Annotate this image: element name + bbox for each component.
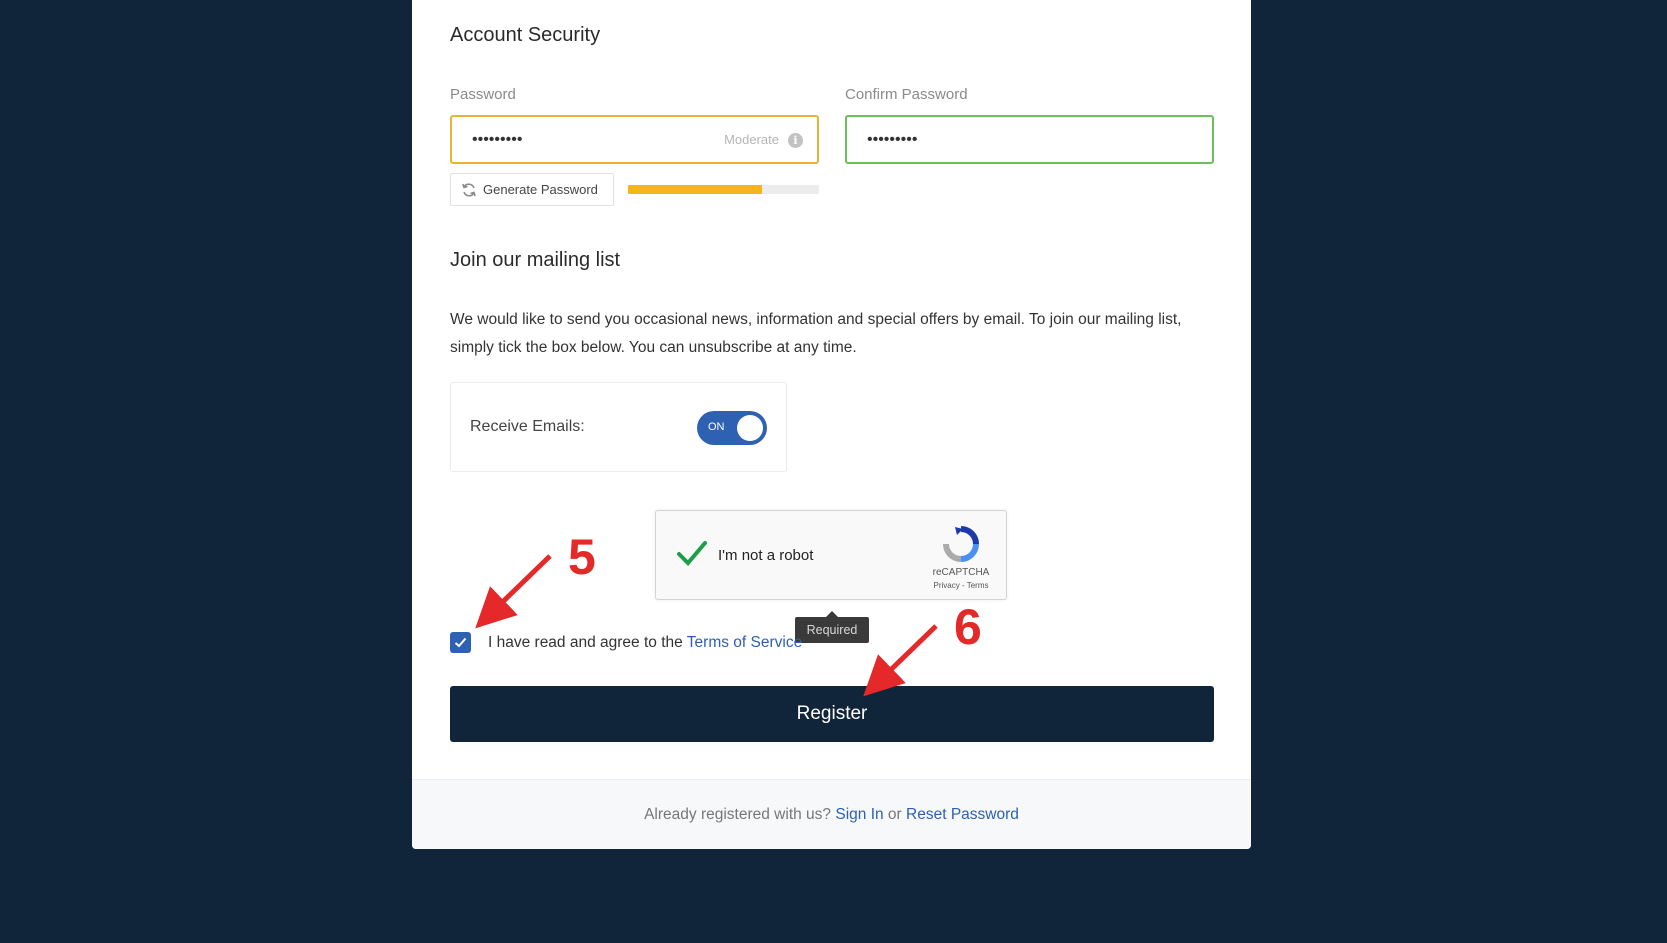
captcha-label: I'm not a robot [718,547,814,564]
annotation-step-6: 6 [954,599,982,655]
register-button[interactable]: Register [450,686,1214,742]
receive-emails-box [450,382,787,472]
confirm-password-value: ••••••••• [867,130,918,148]
recaptcha-brand: reCAPTCHA [932,567,990,578]
footer [412,779,1251,849]
password-label: Password [450,86,516,103]
checkmark-icon [454,637,467,648]
required-tooltip [795,617,869,643]
recaptcha-links[interactable]: Privacy - Terms [933,581,989,590]
terms-prefix: I have read and agree to the [488,633,687,651]
refresh-icon [461,182,477,198]
terms-text [488,634,802,652]
toggle-knob [737,415,763,441]
registration-card [412,0,1251,849]
terms-of-service-link[interactable]: Terms of Service [686,633,803,651]
password-strength-fill [628,185,762,194]
annotation-step-5: 5 [568,529,596,585]
account-security-heading: Account Security [450,24,601,46]
recaptcha-widget[interactable] [655,510,1007,600]
check-icon[interactable] [676,539,708,567]
mailing-description: We would like to send you occasional news, information and special offers by email. To join our mailing list, simply tick the box below. You can unsubscribe at any time. [450,311,1182,356]
password-strength-bar [628,185,819,194]
receive-emails-toggle[interactable] [697,411,767,445]
tooltip-text: Required [806,623,858,637]
mailing-list-heading: Join our mailing list [450,249,621,271]
toggle-state-text: ON [708,421,725,433]
terms-checkbox[interactable] [450,632,471,653]
receive-emails-label: Receive Emails: [470,418,585,435]
terms-row [450,632,802,653]
password-value: ••••••••• [472,130,523,148]
tooltip-arrow [826,611,838,617]
sign-in-link[interactable]: Sign In [835,806,884,823]
generate-password-button[interactable] [450,173,614,206]
confirm-password-label: Confirm Password [845,86,968,103]
footer-or: or [883,806,907,823]
recaptcha-logo-icon [941,525,981,563]
info-icon[interactable]: i [788,133,803,148]
footer-prefix: Already registered with us? [644,806,836,823]
password-input[interactable] [450,115,819,164]
reset-password-link[interactable]: Reset Password [906,806,1019,823]
confirm-password-input[interactable] [845,115,1214,164]
generate-password-label: Generate Password [483,182,598,197]
strength-text: Moderate [724,132,779,147]
